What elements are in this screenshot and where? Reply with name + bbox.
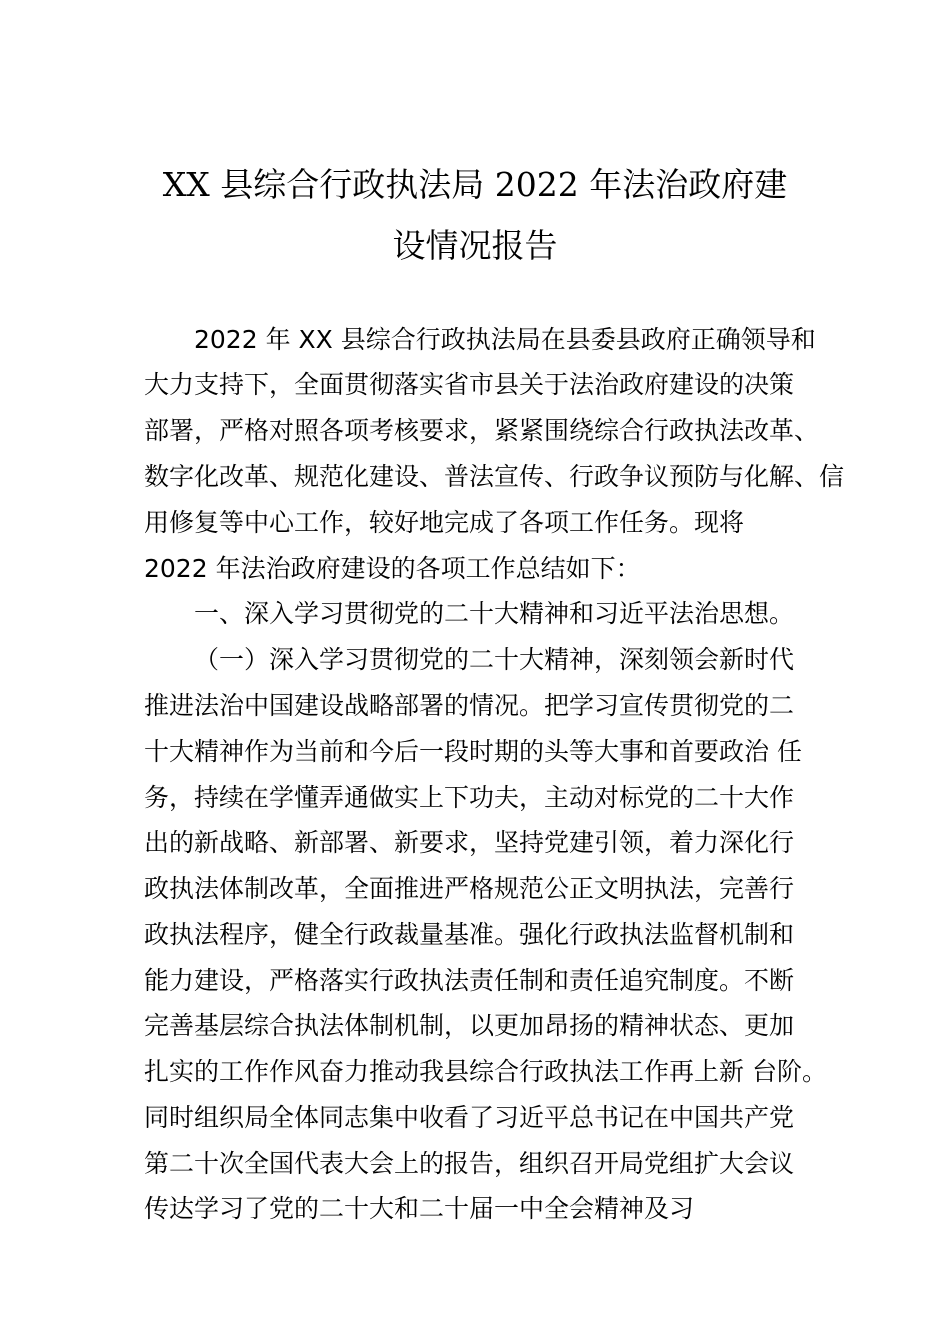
paragraph-line: 扎实的工作作风奋力推动我县综合行政执法工作再上新 台阶。 <box>144 1057 827 1086</box>
paragraph-line: 能力建设，严格落实行政执法责任制和责任追究制度。不断 <box>144 966 795 995</box>
paragraph-line: 同时组织局全体同志集中收看了习近平总书记在中国共产党 <box>144 1103 795 1132</box>
paragraph-line: 推进法治中国建设战略部署的情况。把学习宣传贯彻党的二 <box>144 691 795 720</box>
paragraph-line: 用修复等中心工作，较好地完成了各项工作任务。现将 <box>144 508 745 537</box>
subsection-heading-line: （一）深入学习贯彻党的二十大精神，深刻领会新时代 <box>194 645 795 674</box>
document-title-line-1: XX 县综合行政执法局 2022 年法治政府建 <box>162 165 788 204</box>
paragraph-line: 传达学习了党的二十大和二十届一中全会精神及习 <box>144 1194 695 1223</box>
paragraph-line: 2022 年 XX 县综合行政执法局在县委县政府正确领导和 <box>194 325 816 354</box>
paragraph-line: 政执法体制改革，全面推进严格规范公正文明执法，完善行 <box>144 874 795 903</box>
paragraph-line: 部署，严格对照各项考核要求，紧紧围绕综合行政执法改革、 <box>144 416 820 445</box>
document-title-line-2: 设情况报告 <box>392 226 558 265</box>
paragraph-line: 大力支持下，全面贯彻落实省市县关于法治政府建设的决策 <box>144 370 795 399</box>
paragraph-line: 2022 年法治政府建设的各项工作总结如下： <box>144 554 641 583</box>
paragraph-line: 第二十次全国代表大会上的报告，组织召开局党组扩大会议 <box>144 1149 795 1178</box>
paragraph-line: 务，持续在学懂弄通做实上下功夫，主动对标党的二十大作 <box>144 783 795 812</box>
paragraph-line: 出的新战略、新部署、新要求，坚持党建引领，着力深化行 <box>144 828 795 857</box>
paragraph-line: 政执法程序，健全行政裁量基准。强化行政执法监督机制和 <box>144 920 795 949</box>
paragraph-line: 完善基层综合执法体制机制，以更加昂扬的精神状态、更加 <box>144 1011 795 1040</box>
paragraph-line: 十大精神作为当前和今后一段时期的头等大事和首要政治 任 <box>144 737 802 766</box>
section-heading: 一、深入学习贯彻党的二十大精神和习近平法治思想。 <box>194 599 795 628</box>
paragraph-line: 数字化改革、规范化建设、普法宣传、行政争议预防与化解、信 <box>144 462 845 491</box>
